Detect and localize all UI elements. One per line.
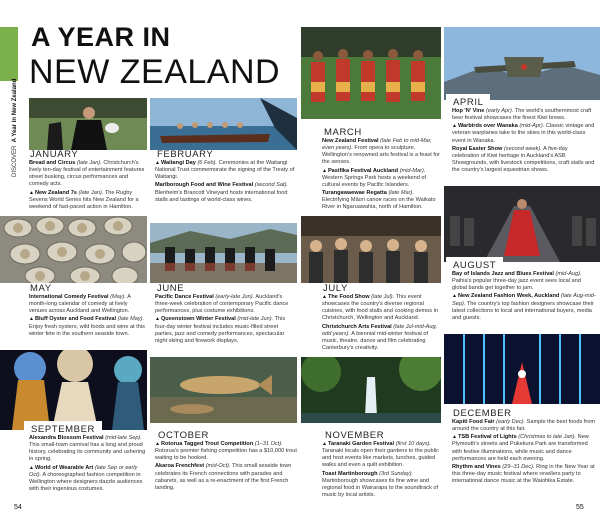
entry-title: Queenstown Winter Festival — [160, 316, 236, 323]
photo-pipe-band — [150, 223, 297, 283]
section-color-tab — [0, 27, 18, 81]
entry-text: This event showcases the country's diverse regional cuisines, with food stalls and cooking demos in Christchurch, Wellington and Auckland. — [322, 294, 438, 322]
entry-text: Ceremonies at the Waitangi National Trust commemorate the signing of the Treaty of Waitangi. — [155, 160, 295, 181]
photo-fashion-runway — [444, 186, 600, 262]
entry-when: (1–31 Oct). — [254, 441, 283, 447]
entry-text: This four-day winter festival includes music-filled street parties, jazz and comedy performances, spectacular night skiing and firework displays. — [155, 316, 286, 344]
entry-when: (late Jul-mid-Aug, odd years). — [322, 323, 438, 337]
star-icon: ▲ — [29, 464, 34, 471]
star-icon: ▲ — [29, 316, 34, 323]
entry-when: (mid-late Jun). — [237, 316, 274, 323]
month-heading-june: JUNE — [157, 283, 185, 294]
entry-when: (late Sep or early Oct). — [29, 464, 138, 478]
star-icon: ▲ — [322, 167, 327, 174]
april-text — [452, 108, 596, 175]
star-icon: ▲ — [322, 441, 327, 447]
july-text — [322, 294, 440, 353]
entry-text: Sample the best foods from around the country at this fair. — [452, 419, 596, 433]
entry-title: International Comedy Festival — [29, 294, 109, 300]
entry-text: Ring in the New Year at this three-day music festival where revellers party to international dance music at the Waiohika Estate. — [452, 463, 595, 485]
photo-wearable-art — [0, 350, 147, 430]
section-sidebar — [9, 80, 21, 180]
month-heading-may: MAY — [30, 283, 52, 294]
march-text — [322, 138, 440, 213]
entry-when: (early Apr). — [485, 108, 514, 114]
january-text — [29, 160, 147, 212]
february-text — [155, 160, 297, 205]
entry-when: (early-late Jun). — [215, 294, 255, 300]
entry-text: A choreographed fashion competition in Wellington where designers dazzle audiences with their ingenious costumes. — [29, 471, 143, 492]
star-icon: ▲ — [155, 160, 160, 166]
entry-title: World of Wearable Art — [34, 464, 94, 471]
entry-when: (late Jul). — [371, 294, 395, 300]
entry-title: Turangawaewae Regatta — [322, 190, 387, 197]
star-icon: ▲ — [322, 294, 327, 300]
entry-when: (second Sat). — [254, 182, 288, 189]
entry-title: Bread and Circus — [29, 160, 76, 166]
photo-rugby-player — [29, 98, 147, 150]
entry-when: (mid-Aug). — [555, 271, 582, 277]
entry-text: Blenheim's Brancott Vineyard hosts international food stalls and tastings of world-class wines. — [155, 189, 288, 203]
entry-text: Taranaki locals open their gardens to the public and host events like markets, lunches, guided walks and even a quilt exhibition. — [322, 448, 439, 469]
entry-when: (late Mar). — [388, 190, 414, 197]
month-heading-august: AUGUST — [446, 257, 503, 272]
entry-text: From opera to sculpture, Wellington's renowned arts festival is a feast for the senses. — [322, 145, 440, 166]
entry-title: Bluff Oyster and Food Festival — [34, 316, 117, 323]
photo-trout-fish — [150, 357, 297, 423]
entry-title: New Zealand Festival — [322, 138, 379, 144]
month-heading-july: JULY — [323, 283, 348, 294]
entry-title: New Zealand 7s — [34, 189, 77, 196]
entry-title: Rhythm and Vines — [452, 463, 501, 470]
page-title-line1: A YEAR IN — [31, 22, 171, 52]
entry-text: This small-town carnival has a long and proud history, celebrating its community and ushering in spring. — [29, 442, 146, 463]
entry-title: Waitangi Day — [160, 160, 196, 166]
month-heading-november: NOVEMBER — [318, 427, 391, 442]
entry-when: (Christmas to late Jan). — [518, 434, 577, 441]
entry-text: New Plymouth's streets and Pukekura Park are transformed with festive illuminations, while music and dance performances are held each evening. — [452, 434, 589, 462]
entry-title: Marlborough Food and Wine Festival — [155, 182, 254, 189]
entry-title: Kapiti Food Fair — [452, 419, 495, 425]
entry-when: (mid-Oct). — [205, 463, 231, 470]
entry-when: (mid-Mar). — [399, 167, 426, 174]
entry-when: (late May). — [117, 316, 145, 323]
star-icon: ▲ — [452, 123, 457, 130]
star-icon: ▲ — [29, 189, 34, 196]
photo-food-show — [301, 216, 441, 283]
entry-text: This small seaside town celebrates its French connections with parades and cabarets, as well as a re-enactment of the first French landing. — [155, 463, 292, 491]
sidebar-title: A Year in New Zealand — [12, 78, 18, 143]
star-icon: ▲ — [155, 441, 160, 447]
photo-garden-fountain — [301, 357, 441, 423]
entry-text: Enjoy fresh oysters, wild foods and wine at this winter fete in the southern seaside town. — [29, 323, 145, 337]
entry-title: Royal Easter Show — [452, 145, 503, 152]
entry-text: Paihia's popular three-day jazz event sees local and global bands get together to jam. — [452, 278, 581, 292]
entry-when: (29–31 Dec). — [502, 463, 535, 470]
december-text — [452, 419, 596, 486]
entry-when: (mid-late Sep). — [105, 435, 142, 441]
month-heading-october: OCTOBER — [151, 427, 216, 442]
september-text — [29, 435, 147, 494]
month-heading-april: APRIL — [446, 94, 490, 109]
entry-when: (late Jan). — [76, 160, 102, 166]
month-heading-january: JANUARY — [30, 149, 79, 160]
photo-waka-canoe — [150, 98, 297, 150]
entry-when: (6 Feb). — [197, 160, 218, 166]
entry-text: Auckland's three-week celebration of contemporary Pacific dance performances, plus costume exhibitions. — [155, 294, 289, 315]
entry-when: (first 10 days). — [395, 441, 432, 447]
entry-when: (late Feb to mid-Mar, even years). — [322, 138, 432, 152]
entry-text: Western Springs Park hosts a weekend of cultural events by Pacific Islanders. — [322, 174, 427, 188]
photo-warbird-plane — [444, 27, 600, 100]
photo-festival-lights — [444, 334, 600, 404]
entry-text: Martinborough showcases its fine wine and regional food in Wairarapa to the soundtrack of music by local artists. — [322, 477, 439, 498]
october-text — [155, 441, 297, 493]
page-number-left: 54 — [14, 504, 22, 511]
month-heading-march: MARCH — [317, 124, 369, 139]
entry-title: Rotorua Tagged Trout Competition — [160, 441, 254, 447]
page-title-line2: NEW ZEALAND — [29, 53, 281, 91]
entry-text: A five-day celebration of Kiwi heritage in Auckland's ASB Showgrounds, with livestock competitions, craft stalls and the country's largest equestrian shows. — [452, 145, 595, 174]
entry-when: (mid-Apr). — [519, 123, 545, 130]
entry-title: Warbirds over Wanaka — [457, 123, 518, 130]
entry-text: The country's top fashion designers showcase their latest collections to local and international buyers, media and guests. — [452, 300, 594, 321]
entry-title: Hop 'N' Vine — [452, 108, 485, 114]
star-icon: ▲ — [155, 316, 160, 323]
entry-when: (second week). — [503, 145, 542, 152]
entry-title: Akaroa Frenchfest — [155, 463, 205, 470]
entry-title: The Food Show — [327, 294, 370, 300]
entry-when: (early Dec). — [496, 419, 526, 425]
star-icon: ▲ — [452, 293, 457, 300]
entry-title: Bay of Islands Jazz and Blues Festival — [452, 271, 554, 277]
photo-oysters — [0, 216, 147, 283]
sidebar-section: DISCOVER — [12, 145, 18, 177]
month-heading-december: DECEMBER — [446, 405, 519, 420]
entry-title: Christchurch Arts Festival — [322, 323, 392, 330]
entry-text: A biennial mid-winter festival of music, theatre, dance and film celebrating Canterbury's creativity. — [322, 330, 429, 351]
entry-text: A month-long calendar of comedy at lively venues across Auckland and Wellington. — [29, 294, 131, 315]
entry-when: (late Aug-mid-Sep). — [452, 293, 596, 307]
may-text — [29, 294, 147, 339]
month-heading-february: FEBRUARY — [157, 149, 214, 160]
entry-title: Alexandra Blossom Festival — [29, 435, 104, 441]
page-number-right: 55 — [576, 504, 584, 511]
entry-when: (3rd Sunday). — [379, 470, 413, 477]
entry-title: Toast Martinborough — [322, 470, 378, 477]
entry-text: Rotorua's premier fishing competition has a $10,000 trout waiting to be hooked. — [155, 448, 297, 462]
entry-title: TSB Festival of Lights — [457, 434, 517, 441]
june-text — [155, 294, 297, 346]
month-heading-september: SEPTEMBER — [24, 421, 102, 436]
entry-title: Pacific Dance Festival — [155, 294, 214, 300]
entry-text: Christchurch's lively ten-day festival of entertainment features street busking, circus performances and comedy acts. — [29, 160, 145, 188]
entry-when: (May). — [110, 294, 126, 300]
entry-text: Electrifying Māori canoe races on the Waikato River in Ngaruawahia, north of Hamilton. — [322, 197, 436, 211]
entry-text: The Rugby Sevens World Series hits New Zealand for a weekend of fast-paced action in Hamilton. — [29, 189, 139, 210]
entry-title: Taranaki Garden Festival — [327, 441, 395, 447]
november-text — [322, 441, 440, 500]
entry-title: Pasifika Festival Auckland — [327, 167, 399, 174]
entry-when: (late Jan). — [78, 189, 104, 196]
entry-text: Classic vintage and veteran warplanes take to the skies in this world-class event in Wanaka. — [452, 123, 595, 144]
photo-pasifika-dancers — [301, 27, 441, 119]
entry-text: The world's southernmost craft beer festival showcases the finest Kiwi brews. — [452, 108, 592, 122]
august-text — [452, 271, 596, 323]
star-icon: ▲ — [452, 434, 457, 441]
entry-title: New Zealand Fashion Week, Auckland — [457, 293, 560, 300]
